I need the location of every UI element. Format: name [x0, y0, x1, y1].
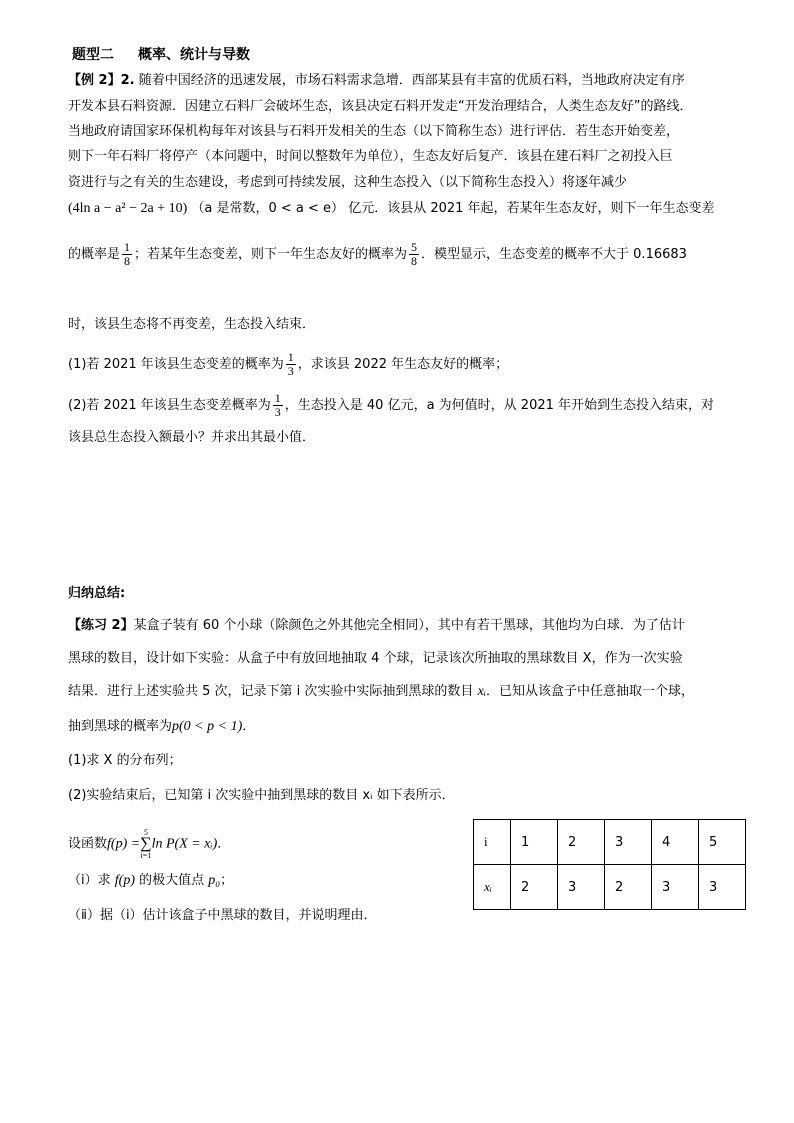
example-line-4: 则下一年石料厂将停产（本问题中，时间以整数年为单位），生态友好后复产．该县在建石料厂之初投入巨 [68, 149, 673, 164]
example-line-7 [68, 241, 687, 268]
example-text-7b: ；若某年生态变差，则下一年生态友好的概率为 [134, 247, 408, 262]
practice-line-3: 结果．进行上述实验共 5 次，记录下第 i 次实验中实际抽到黑球的数目 xᵢ．已知从该盒子中任意抽取一个球， [68, 684, 695, 699]
data-table [473, 819, 746, 910]
question-2-cont: 该县总生态投入额最小？并求出其最小值． [68, 430, 316, 445]
practice-tag: 【练习 2】 [68, 618, 134, 633]
fraction-one-eighth: $\frac{1}{8}$ [124, 240, 131, 268]
example-text-7c: ．模型显示，生态变差的概率不大于 0.16683 [421, 247, 687, 262]
practice-line-1: 【练习 2】某盒子装有 60 个小球（除颜色之外其他完全相同），其中有若干黑球，其他均为白球．为了估计 [68, 618, 685, 633]
example-line-8: 时，该县生态将不再变差，生态投入结束． [68, 317, 316, 332]
practice-line-2: 黑球的数目，设计如下实验：从盒子中有放回地抽取 4 个球，记录该次所抽取的黑球数目 X，作为一次实验 [68, 651, 683, 666]
table-cell: 3 [699, 865, 746, 910]
table-row [474, 820, 746, 865]
example-line-1 [68, 71, 685, 91]
table-cell: 1 [511, 820, 558, 865]
practice-q1: (1)求 X 的分布列； [68, 753, 182, 768]
example-line-5: 资进行与之有关的生态建设，考虑到可持续发展，这种生态投入（以下简称生态投入）将逐年减少 [68, 175, 628, 190]
function-definition: 设函数f(p) = 5 ∑ i=1 ln P(X = xᵢ)． [68, 828, 231, 860]
table-cell: 2 [605, 865, 652, 910]
table-cell: 3 [605, 820, 652, 865]
fraction-one-third: $\frac{1}{3}$ [287, 350, 294, 378]
table-cell: 4 [652, 820, 699, 865]
table-cell: 5 [699, 820, 746, 865]
table-cell: 3 [652, 865, 699, 910]
table-header-i: i [474, 820, 511, 865]
section-title [72, 44, 250, 64]
investment-formula: (4ln a − a² − 2a + 10) [68, 201, 188, 216]
fraction-one-third-2: $\frac{1}{3}$ [274, 391, 281, 419]
section-label: 题型二 [72, 47, 114, 63]
example-line-6 [68, 199, 715, 219]
table-row [474, 865, 746, 910]
example-text-1: 随着中国经济的迅速发展，市场石料需求急增．西部某县有丰富的优质石料，当地政府决定有序 [138, 73, 685, 88]
summary-label: 归纳总结: [68, 586, 126, 601]
sub-question-2: （ⅱ）据（ⅰ）估计该盒子中黑球的数目，并说明理由． [68, 908, 377, 923]
table-cell: 3 [558, 865, 605, 910]
question-1: (1)若 2021 年该县生态变差的概率为 $\frac{1}{3}$ ，求该县 2022 年生态友好的概率； [68, 350, 509, 378]
table-cell: 2 [558, 820, 605, 865]
investment-condition: （a 是常数，0 < a < e） [191, 201, 345, 216]
fraction-five-eighths: $\frac{5}{8}$ [411, 240, 418, 268]
example-text-6: 亿元．该县从 2021 年起，若某年生态友好，则下一年生态变差 [348, 201, 715, 216]
table-header-x: xᵢ [474, 865, 511, 910]
example-line-2: 开发本县石料资源．因建立石料厂会破坏生态，该县决定石料开发走“开发治理结合，人类生态友好”的路线． [68, 99, 693, 114]
section-name: 概率、统计与导数 [138, 47, 250, 63]
table-cell: 2 [511, 865, 558, 910]
practice-q2: (2)实验结束后，已知第 i 次实验中抽到黑球的数目 xᵢ 如下表所示． [68, 788, 455, 803]
summation-symbol: 5 ∑ i=1 [140, 828, 152, 860]
example-tag: 【例 2】 [68, 73, 121, 88]
question-2: (2)若 2021 年该县生态变差概率为 $\frac{1}{3}$ ，生态投入是 40 亿元，a 为何值时，从 2021 年开始到生态投入结束，对 [68, 391, 715, 419]
practice-line-4: 抽到黑球的概率为p(0 < p < 1)． [68, 719, 256, 734]
sub-question-1: （ⅰ）求 f(p) 的极大值点 p₀； [68, 873, 234, 888]
example-line-3: 当地政府请国家环保机构每年对该县与石料开发相关的生态（以下简称生态）进行评估．若生态开始变差， [68, 124, 680, 139]
example-text-7a: 的概率是 [68, 247, 121, 262]
example-number: 2. [120, 73, 135, 88]
